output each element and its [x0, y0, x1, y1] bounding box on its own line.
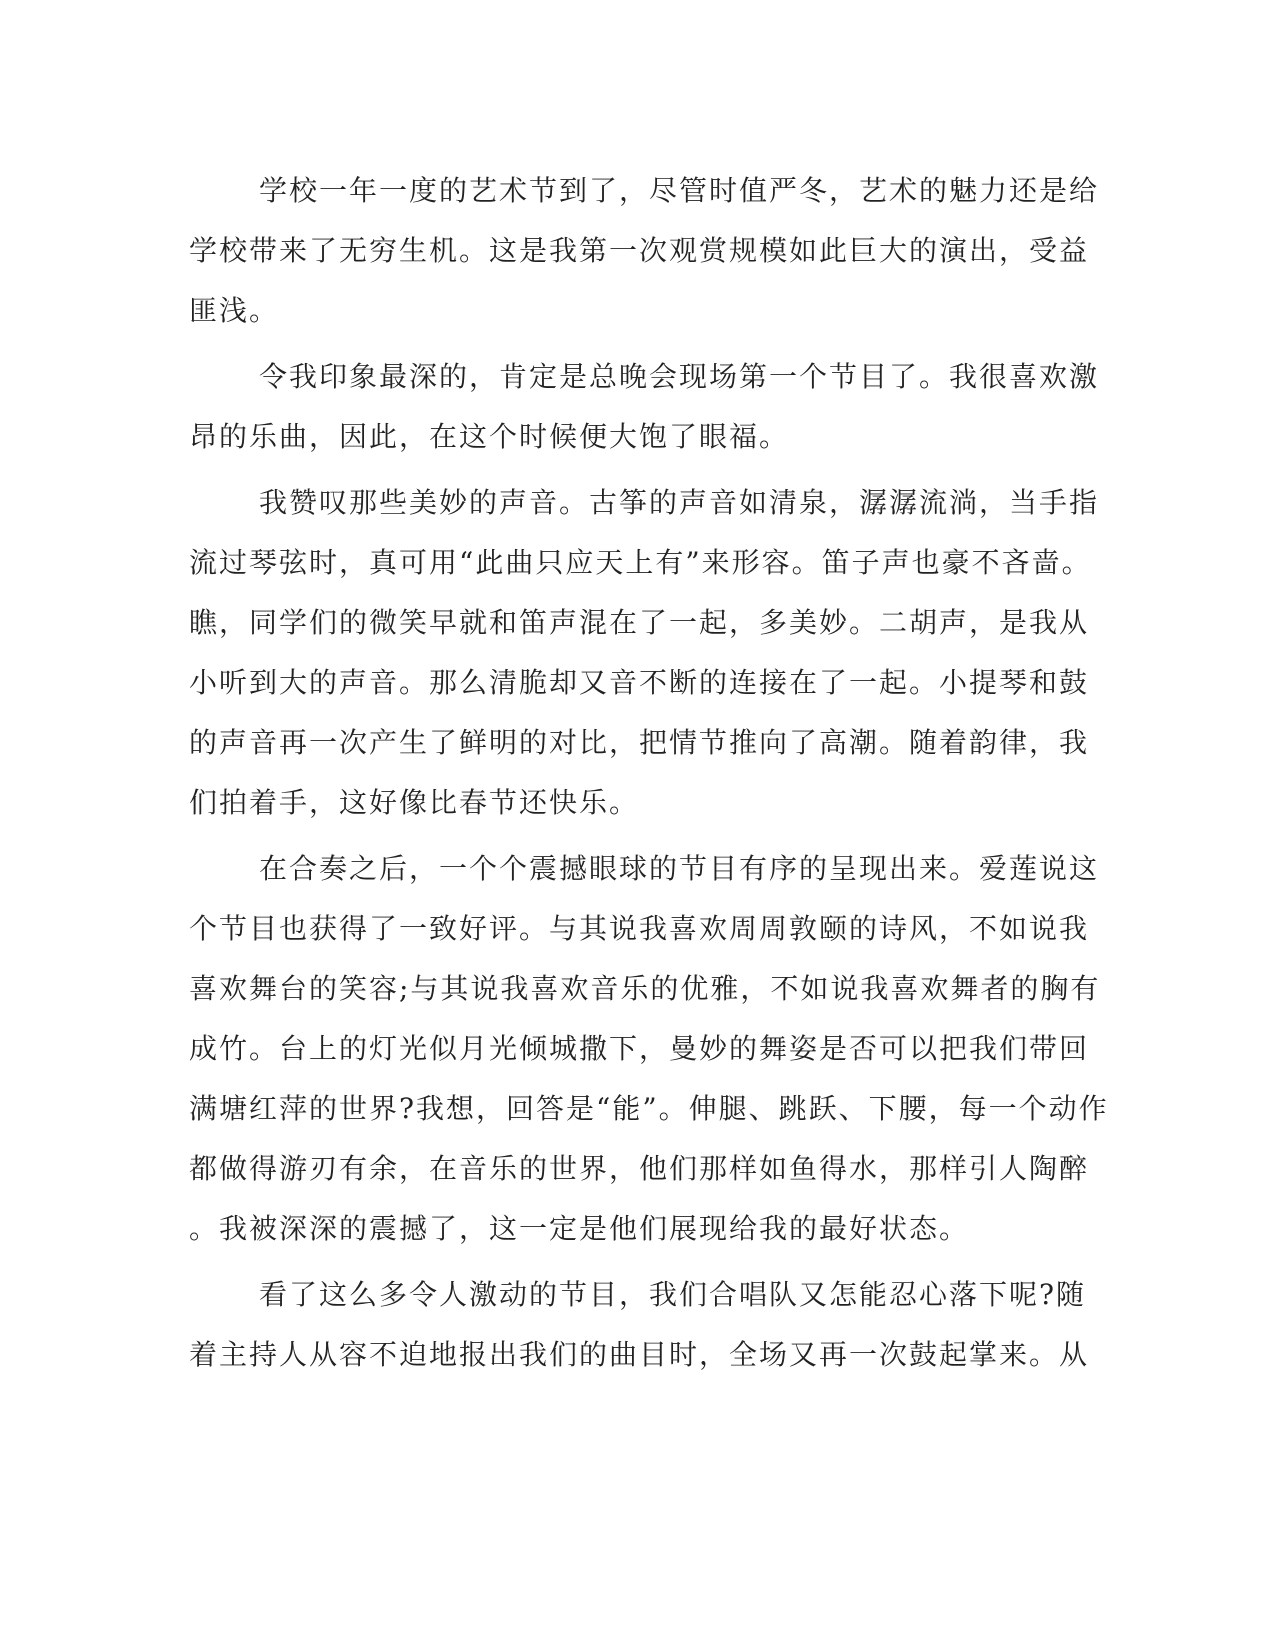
paragraph-line: 学校一年一度的艺术节到了，尽管时值严冬，艺术的魅力还是给 [259, 174, 1100, 207]
paragraph-line: 喜欢舞台的笑容;与其说我喜欢音乐的优雅，不如说我喜欢舞者的胸有 [189, 972, 1101, 1005]
paragraph-line: 满塘红萍的世界?我想，回答是“能”。伸腿、跳跃、下腰，每一个动作 [189, 1092, 1109, 1125]
paragraph-line: 个节目也获得了一致好评。与其说我喜欢周周敦颐的诗风，不如说我 [189, 912, 1090, 945]
paragraph-line: 昂的乐曲，因此，在这个时候便大饱了眼福。 [189, 420, 790, 453]
paragraph-line: 瞧，同学们的微笑早就和笛声混在了一起，多美妙。二胡声，是我从 [189, 606, 1090, 639]
paragraph-line: 的声音再一次产生了鲜明的对比，把情节推向了高潮。随着韵律，我 [189, 726, 1090, 759]
paragraph-line: 流过琴弦时，真可用“此曲只应天上有”来形容。笛子声也豪不吝啬。 [189, 546, 1092, 579]
paragraph-line: 小听到大的声音。那么清脆却又音不断的连接在了一起。小提琴和鼓 [189, 666, 1090, 699]
paragraph-line: 学校带来了无穷生机。这是我第一次观赏规模如此巨大的演出，受益 [189, 234, 1090, 267]
document-body [189, 161, 1109, 1385]
paragraph-line: 。我被深深的震撼了，这一定是他们展现给我的最好状态。 [189, 1212, 970, 1245]
paragraph-line: 着主持人从容不迫地报出我们的曲目时，全场又再一次鼓起掌来。从 [189, 1338, 1090, 1371]
paragraph-line: 令我印象最深的，肯定是总晚会现场第一个节目了。我很喜欢激 [259, 360, 1100, 393]
paragraph-line: 在合奏之后，一个个震撼眼球的节目有序的呈现出来。爱莲说这 [259, 852, 1100, 885]
paragraph-line: 都做得游刃有余，在音乐的世界，他们那样如鱼得水，那样引人陶醉 [189, 1152, 1090, 1185]
paragraph-line: 成竹。台上的灯光似月光倾城撒下，曼妙的舞姿是否可以把我们带回 [189, 1032, 1090, 1065]
paragraph-line: 看了这么多令人激动的节目，我们合唱队又怎能忍心落下呢?随 [259, 1278, 1087, 1311]
paragraph-line: 们拍着手，这好像比春节还快乐。 [189, 786, 640, 819]
paragraph-line: 匪浅。 [189, 294, 280, 327]
paragraph-line: 我赞叹那些美妙的声音。古筝的声音如清泉，潺潺流淌，当手指 [259, 486, 1100, 519]
